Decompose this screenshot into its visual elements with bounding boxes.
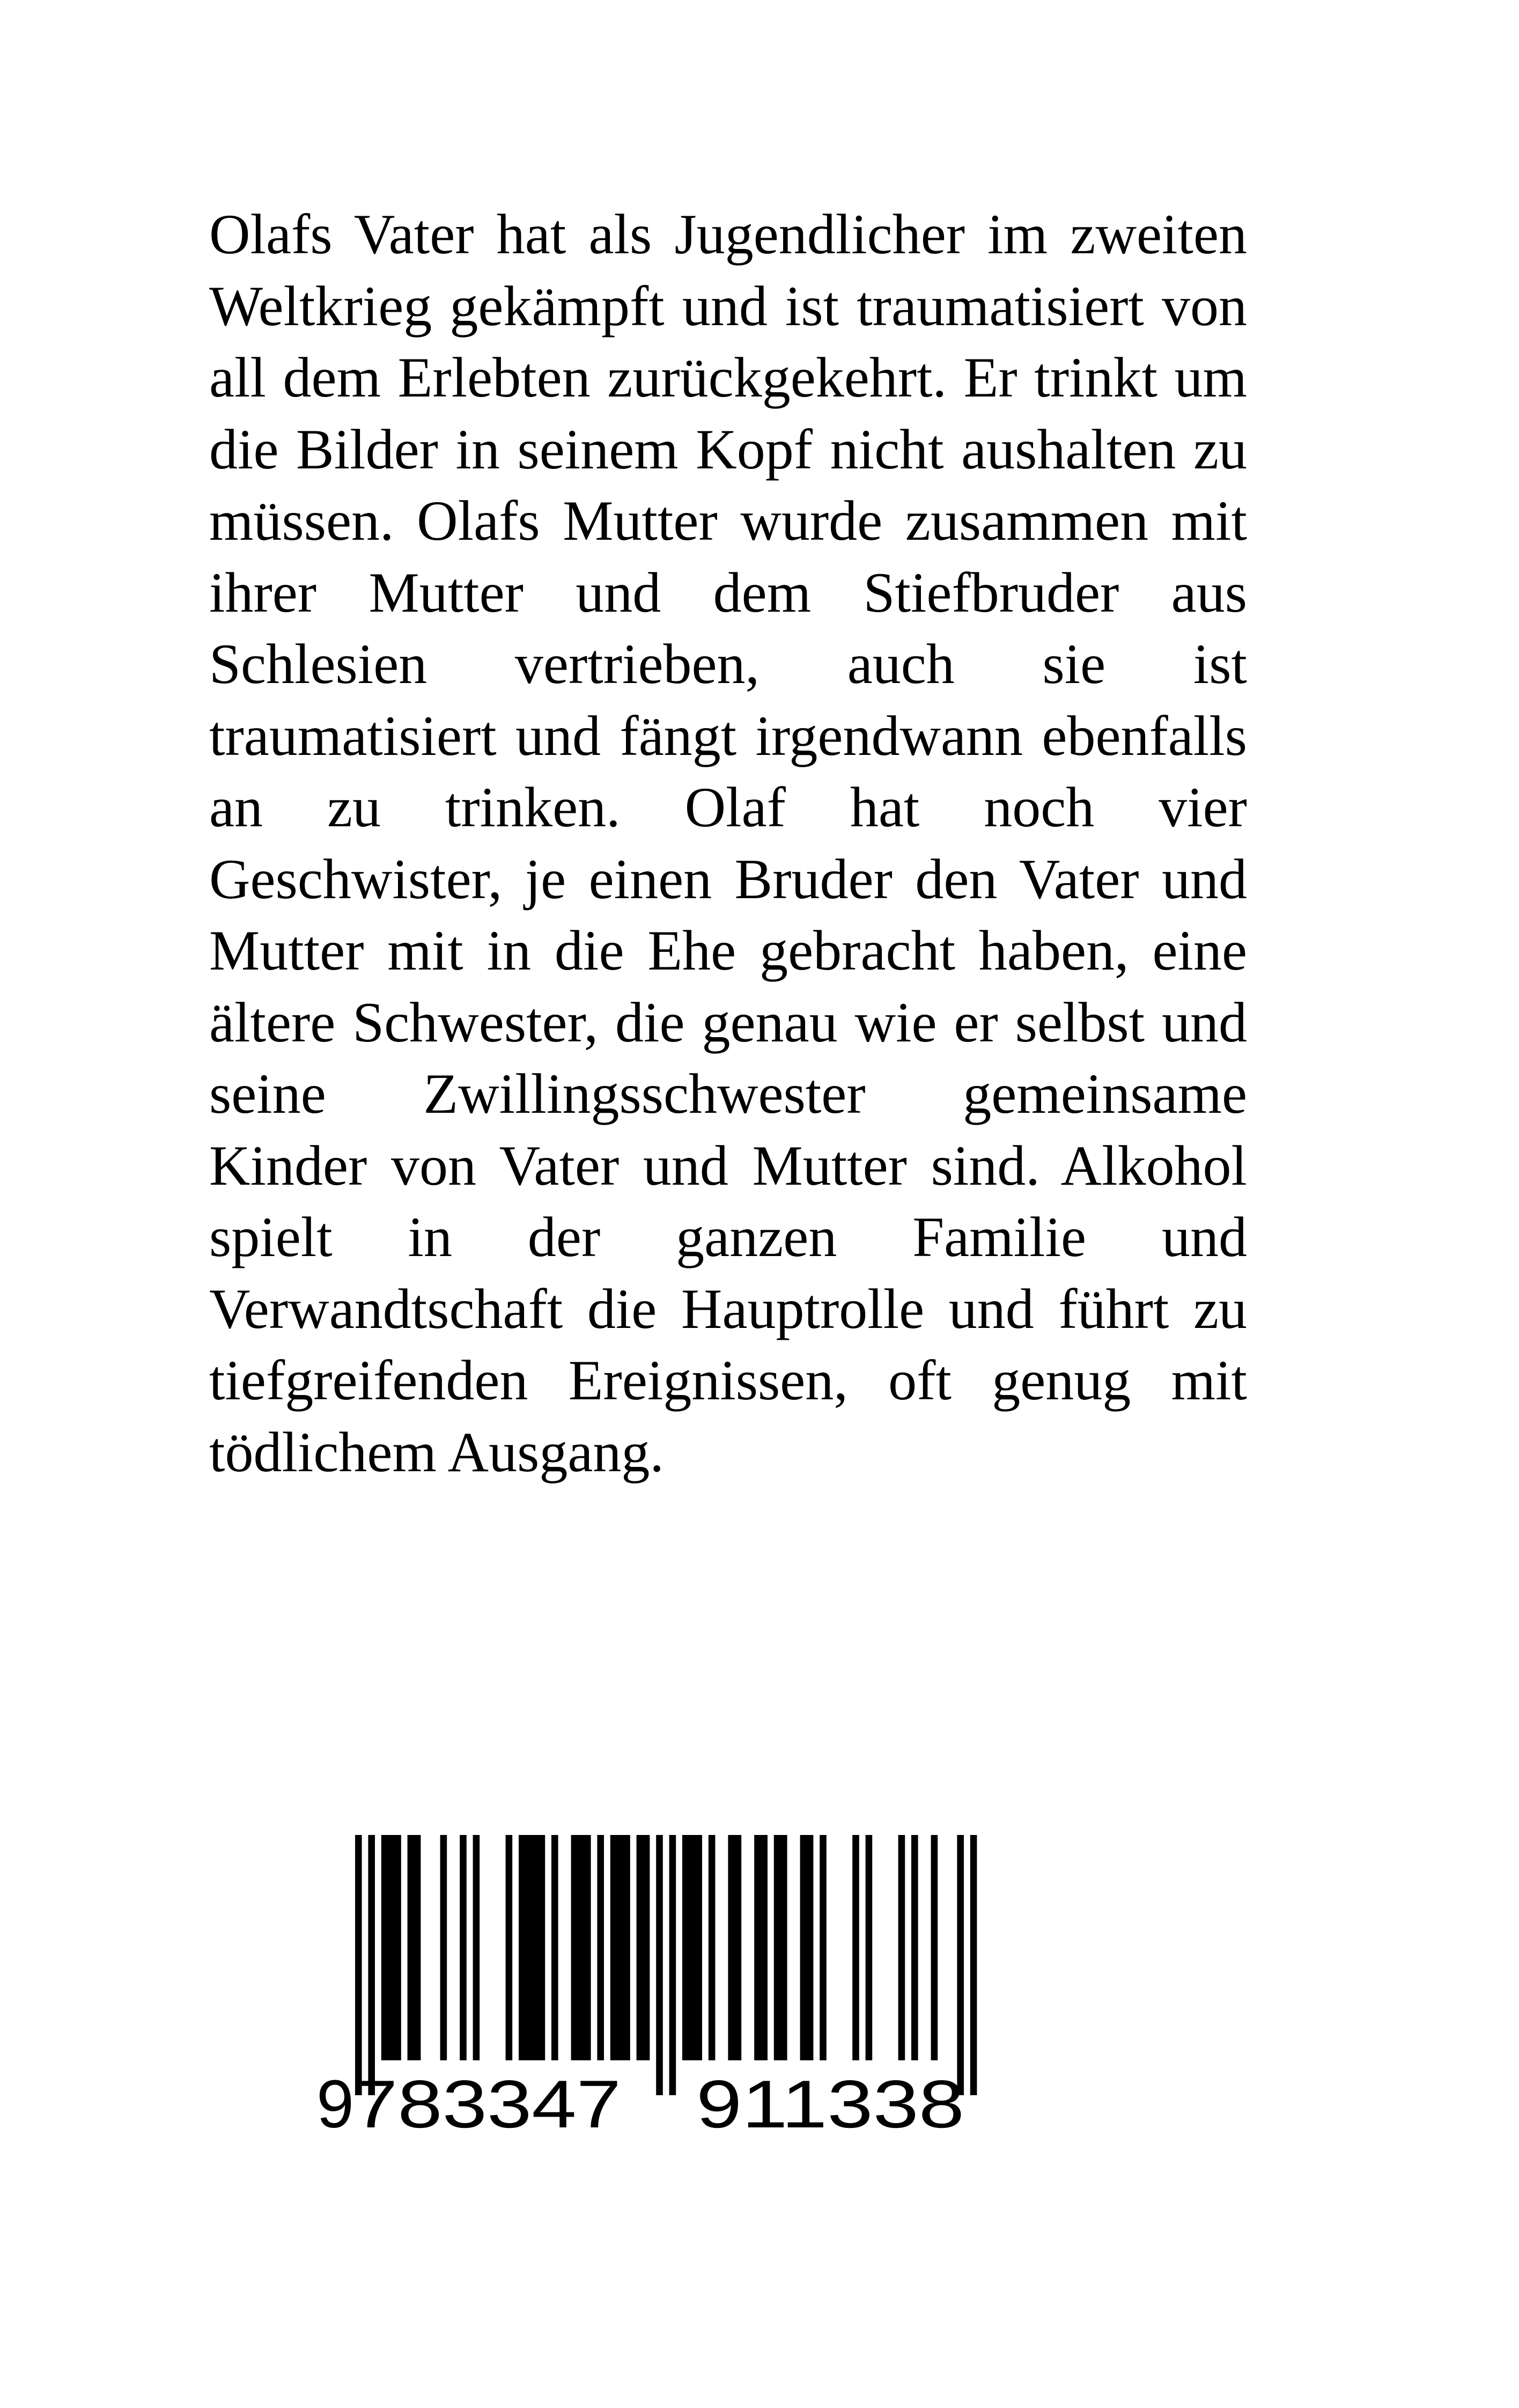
barcode-guard-bar (368, 1835, 375, 2095)
barcode-bar (440, 1835, 447, 2060)
barcode-bar (866, 1835, 873, 2060)
barcode-bar (473, 1835, 480, 2060)
barcode-bar (774, 1835, 781, 2060)
barcode-guard-bar (957, 1835, 964, 2095)
barcode-bar (728, 1835, 735, 2060)
barcode-bar (506, 1835, 513, 2060)
barcode-bar (414, 1835, 421, 2060)
barcode-bar (643, 1835, 650, 2060)
barcode-bar (754, 1835, 761, 2060)
barcode-guard-bar (355, 1835, 362, 2095)
barcode-bar (551, 1835, 558, 2060)
barcode-bar (525, 1835, 532, 2060)
barcode-bar (597, 1835, 604, 2060)
barcode-bar (532, 1835, 539, 2060)
barcode-first-digit: 9 (316, 2066, 355, 2135)
barcode-bar (735, 1835, 742, 2060)
barcode-bar (381, 1835, 388, 2060)
barcode-bar (898, 1835, 905, 2060)
barcode-guard-bar (669, 1835, 676, 2095)
barcode-bar (689, 1835, 696, 2060)
barcode-left-digits: 783347 (353, 2066, 621, 2135)
barcode-bar (800, 1835, 807, 2060)
barcode-bar (539, 1835, 545, 2060)
barcode-graphic (316, 1835, 1014, 2135)
barcode-bar (695, 1835, 702, 2060)
barcode-bar (388, 1835, 395, 2060)
barcode-bar (682, 1835, 689, 2060)
barcode-bar (637, 1835, 644, 2060)
barcode-bar (408, 1835, 415, 2060)
barcode-bar (578, 1835, 585, 2060)
barcode-right-digits: 911338 (696, 2066, 964, 2135)
barcode-bar (623, 1835, 630, 2060)
barcode-bar (394, 1835, 401, 2060)
back-cover-blurb: Olafs Vater hat als Jugendlicher im zweiten Weltkrieg gekämpft und ist traumatisiert von all dem Erlebten zurückgekehrt. Er trinkt um die Bilder in seinem Kopf nicht aushalten zu müssen. Olafs Mutter wurde zusammen mit ihrer Mutter und dem Stiefbruder aus Schlesien vertrieben, auch sie ist traumatisiert und fängt irgendwann ebenfalls an zu trinken. Olaf hat noch vier Geschwister, je einen Bruder den Vater und Mutter mit in die Ehe gebracht haben, eine ältere Schwester, die genau wie er selbst und seine Zwillingsschwester gemeinsame Kinder von Vater und Mutter sind. Alkohol spielt in der ganzen Familie und Verwandtschaft die Hauptrolle und führt zu tiefgreifenden Ereignissen, oft genug mit tödlichem Ausgang. (209, 203, 1247, 1484)
barcode-guard-bar (656, 1835, 663, 2095)
barcode-bar (931, 1835, 938, 2060)
barcode-bar (852, 1835, 859, 2060)
barcode-bar (571, 1835, 578, 2060)
barcode-bar (820, 1835, 827, 2060)
barcode-bar (617, 1835, 624, 2060)
barcode-bar (584, 1835, 591, 2060)
barcode-guard-bar (970, 1835, 977, 2095)
barcode-bar (460, 1835, 467, 2060)
barcode-bar (761, 1835, 768, 2060)
isbn-barcode (316, 1835, 1014, 2135)
barcode-bars (355, 1835, 977, 2095)
barcode-bar (709, 1835, 716, 2060)
barcode-bar (519, 1835, 526, 2060)
barcode-bar (610, 1835, 617, 2060)
barcode-bar (780, 1835, 787, 2060)
barcode-bar (911, 1835, 918, 2060)
barcode-bar (807, 1835, 814, 2060)
